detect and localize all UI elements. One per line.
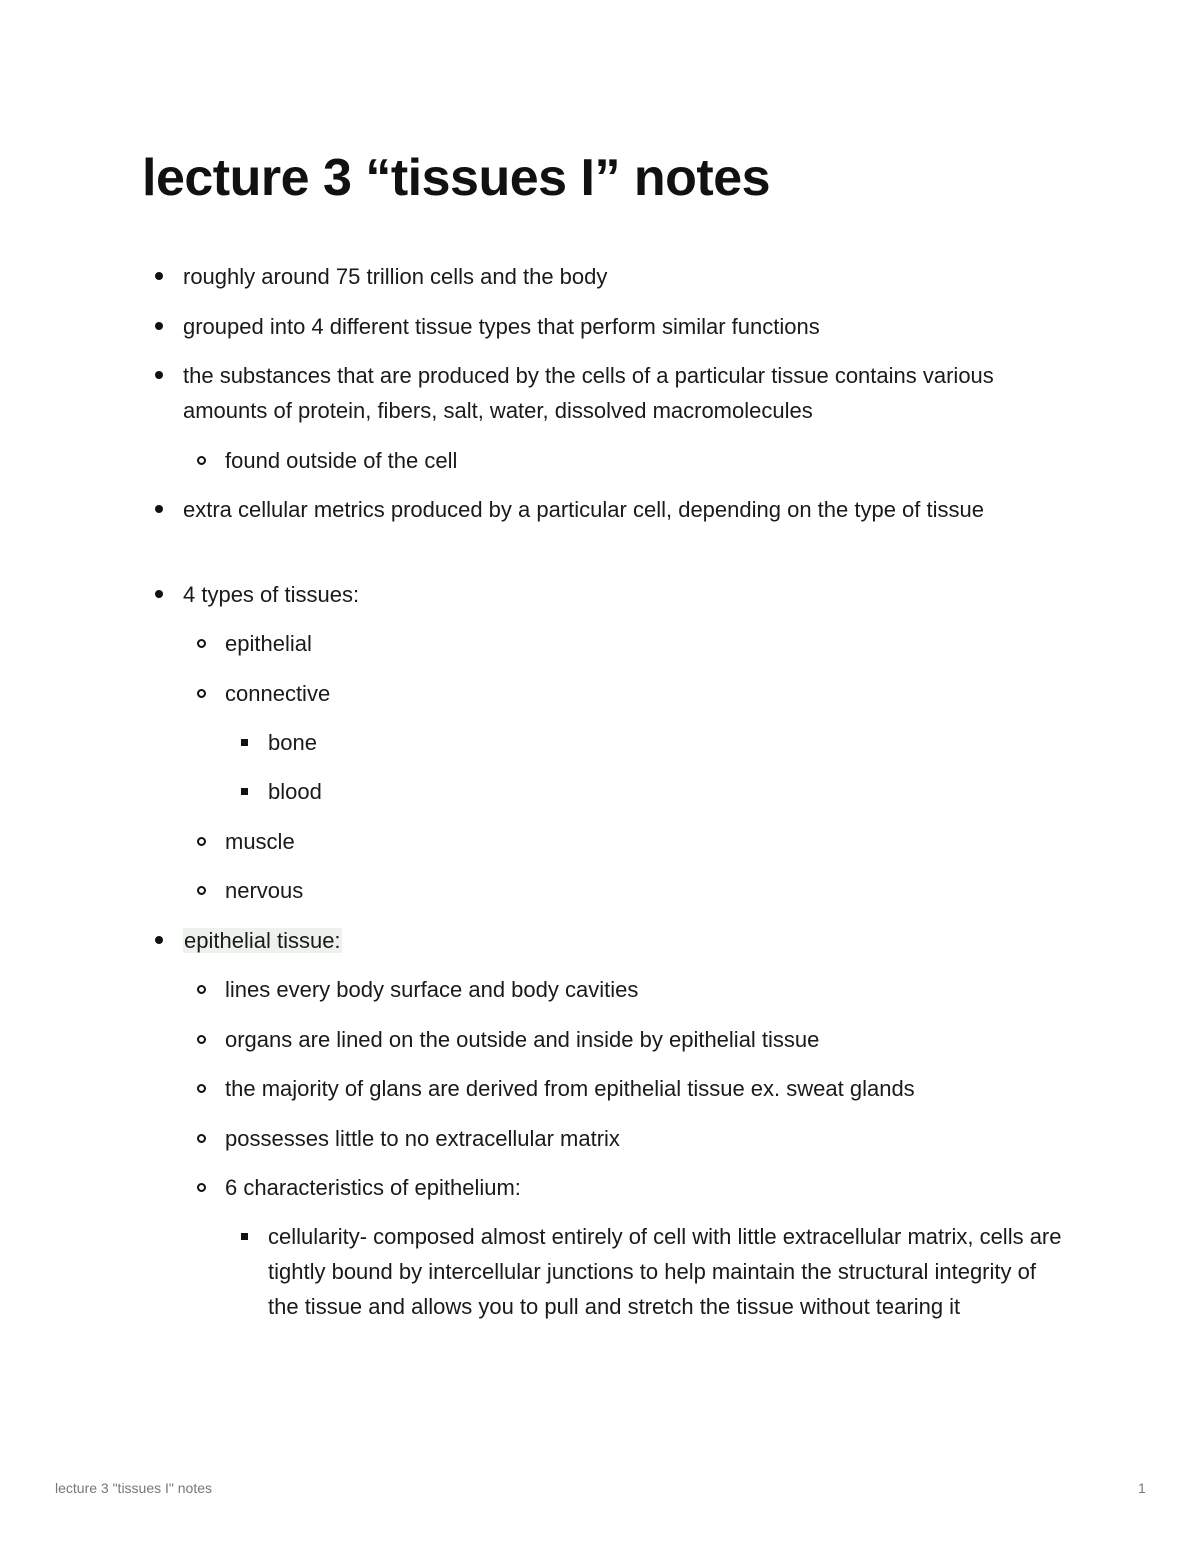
list-item-text: blood bbox=[268, 779, 322, 804]
bullet-circle-icon bbox=[197, 689, 206, 698]
bullet-square-icon bbox=[241, 788, 248, 795]
bullet-circle-icon bbox=[197, 985, 206, 994]
list-item-text: the substances that are produced by the cells of a particular tissue contains various amounts of protein, fibers, salt, water, dissolved macromolecules bbox=[183, 363, 994, 423]
list-item bbox=[225, 1022, 1065, 1057]
list-item bbox=[225, 443, 1065, 478]
bullet-dot-icon bbox=[155, 371, 163, 379]
list-item-text: connective bbox=[225, 681, 331, 706]
list-item bbox=[225, 824, 1065, 859]
list-item-text: possesses little to no extracellular matrix bbox=[225, 1126, 620, 1151]
bullet-circle-icon bbox=[197, 639, 206, 648]
bullet-circle-icon bbox=[197, 1134, 206, 1143]
list-item-text: grouped into 4 different tissue types that perform similar functions bbox=[183, 314, 820, 339]
list-item bbox=[183, 492, 1063, 527]
bullet-dot-icon bbox=[155, 505, 163, 513]
list-item bbox=[183, 923, 1063, 958]
bullet-circle-icon bbox=[197, 1183, 206, 1192]
list-item-text: bone bbox=[268, 730, 317, 755]
highlighted-heading: epithelial tissue: bbox=[184, 928, 341, 953]
bullet-dot-icon bbox=[155, 272, 163, 280]
bullet-circle-icon bbox=[197, 1084, 206, 1093]
list-item-text: nervous bbox=[225, 878, 304, 903]
list-item bbox=[225, 873, 1065, 908]
bullet-square-icon bbox=[241, 1233, 248, 1240]
list-item-text: the majority of glans are derived from epithelial tissue ex. sweat glands bbox=[225, 1076, 915, 1101]
bullet-circle-icon bbox=[197, 837, 206, 846]
list-item-text: found outside of the cell bbox=[225, 448, 458, 473]
list-item bbox=[225, 972, 1065, 1007]
bullet-circle-icon bbox=[197, 1035, 206, 1044]
list-item bbox=[225, 1071, 1065, 1106]
list-item-text: extra cellular metrics produced by a particular cell, depending on the type of tissue bbox=[183, 497, 984, 522]
list-item bbox=[183, 577, 1063, 612]
list-item bbox=[268, 774, 1068, 809]
list-item-text: cellularity- composed almost entirely of cell with little extracellular matrix, cells are tightly bound by intercellular junctions to help maintain the structural integrity of the tissue and allows you to pull and stretch the tissue without tearing it bbox=[268, 1224, 1062, 1319]
list-item-text: roughly around 75 trillion cells and the body bbox=[183, 264, 608, 289]
list-item-text: epithelial bbox=[225, 631, 312, 656]
list-item bbox=[225, 626, 1065, 661]
bullet-circle-icon bbox=[197, 886, 206, 895]
list-item-text: 6 characteristics of epithelium: bbox=[225, 1175, 521, 1200]
bullet-dot-icon bbox=[155, 936, 163, 944]
list-item bbox=[268, 1219, 1068, 1324]
page-title: lecture 3 “tissues I” notes bbox=[142, 149, 771, 207]
footer-title: lecture 3 "tissues I" notes bbox=[55, 1480, 213, 1496]
list-item bbox=[183, 358, 1063, 428]
bullet-square-icon bbox=[241, 739, 248, 746]
bullet-dot-icon bbox=[155, 590, 163, 598]
list-item bbox=[183, 309, 1063, 344]
list-item bbox=[225, 676, 1065, 711]
list-item-text: muscle bbox=[225, 829, 295, 854]
list-item-text: 4 types of tissues: bbox=[183, 582, 360, 607]
bullet-dot-icon bbox=[155, 322, 163, 330]
page-number: 1 bbox=[1138, 1480, 1146, 1496]
bullet-circle-icon bbox=[197, 456, 206, 465]
list-item-text: organs are lined on the outside and inside by epithelial tissue bbox=[225, 1027, 820, 1052]
list-item bbox=[225, 1121, 1065, 1156]
list-item bbox=[225, 1170, 1065, 1205]
list-item bbox=[268, 725, 1068, 760]
list-item bbox=[183, 259, 1063, 294]
list-item-text: lines every body surface and body cavities bbox=[225, 977, 639, 1002]
